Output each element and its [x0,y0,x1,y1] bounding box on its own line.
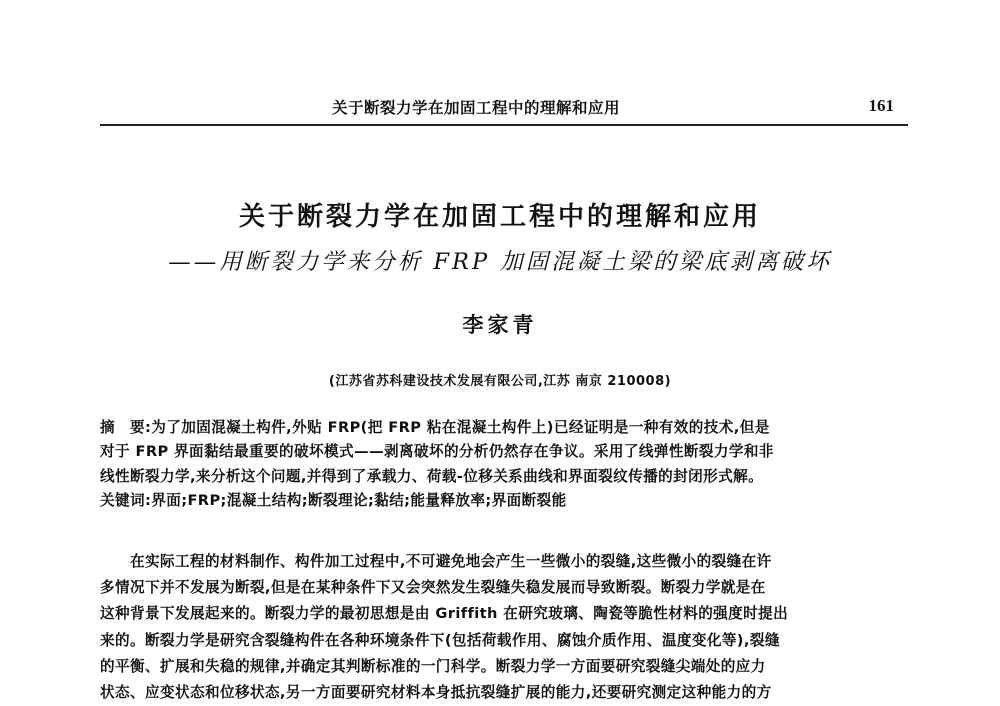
keywords-line: 关键词:界面;FRP;混凝土结构;断裂理论;黏结;能量释放率;界面断裂能 [100,492,567,510]
header-rule [100,124,908,126]
body-paragraph [100,549,908,706]
abstract-block [100,416,908,514]
author-name: 李家青 [462,312,538,337]
page-number: 161 [868,96,894,115]
body-line: 来的。断裂力学是研究含裂缝构件在各种环境条件下(包括荷载作用、腐蚀介质作用、温度变化等),裂缝 [100,631,780,649]
body-line: 这种背景下发展起来的。断裂力学的最初思想是由 Griffith 在研究玻璃、陶瓷等脆性材料的强度时提出 [100,605,789,623]
body-line: 多情况下并不发展为断裂,但是在某种条件下又会突然发生裂缝失稳发展而导致断裂。断裂力学就是在 [100,579,766,597]
body-line: 状态、应变状态和位移状态,另一方面要研究材料本身抵抗裂缝扩展的能力,还要研究测定这种能力的方 [100,683,772,701]
author-affiliation: (江苏省苏科建设技术发展有限公司,江苏 南京 210008) [328,374,672,389]
body-line: 在实际工程的材料制作、构件加工过程中,不可避免地会产生一些微小的裂缝,这些微小的裂缝在许 [130,553,772,570]
article-subtitle: ——用断裂力学来分析 FRP 加固混凝土梁的梁底剥离破坏 [168,249,832,275]
abstract-line: 对于 FRP 界面黏结最重要的破坏模式——剥离破坏的分析仍然存在争议。采用了线弹性断裂力学和非 [100,443,774,461]
running-title: 关于断裂力学在加固工程中的理解和应用 [332,99,621,117]
running-header [100,96,908,122]
article-title: 关于断裂力学在加固工程中的理解和应用 [238,202,761,232]
abstract-line: 线性断裂力学,来分析这个问题,并得到了承载力、荷载-位移关系曲线和界面裂纹传播的封闭形式解。 [100,467,764,485]
abstract-line: 摘 要:为了加固混凝土构件,外贴 FRP(把 FRP 粘在混凝土构件上)已经证明是一种有效的技术,但是 [100,419,770,436]
body-line: 的平衡、扩展和失稳的规律,并确定其判断标准的一门科学。断裂力学一方面要研究裂缝尖端处的应力 [100,657,766,675]
